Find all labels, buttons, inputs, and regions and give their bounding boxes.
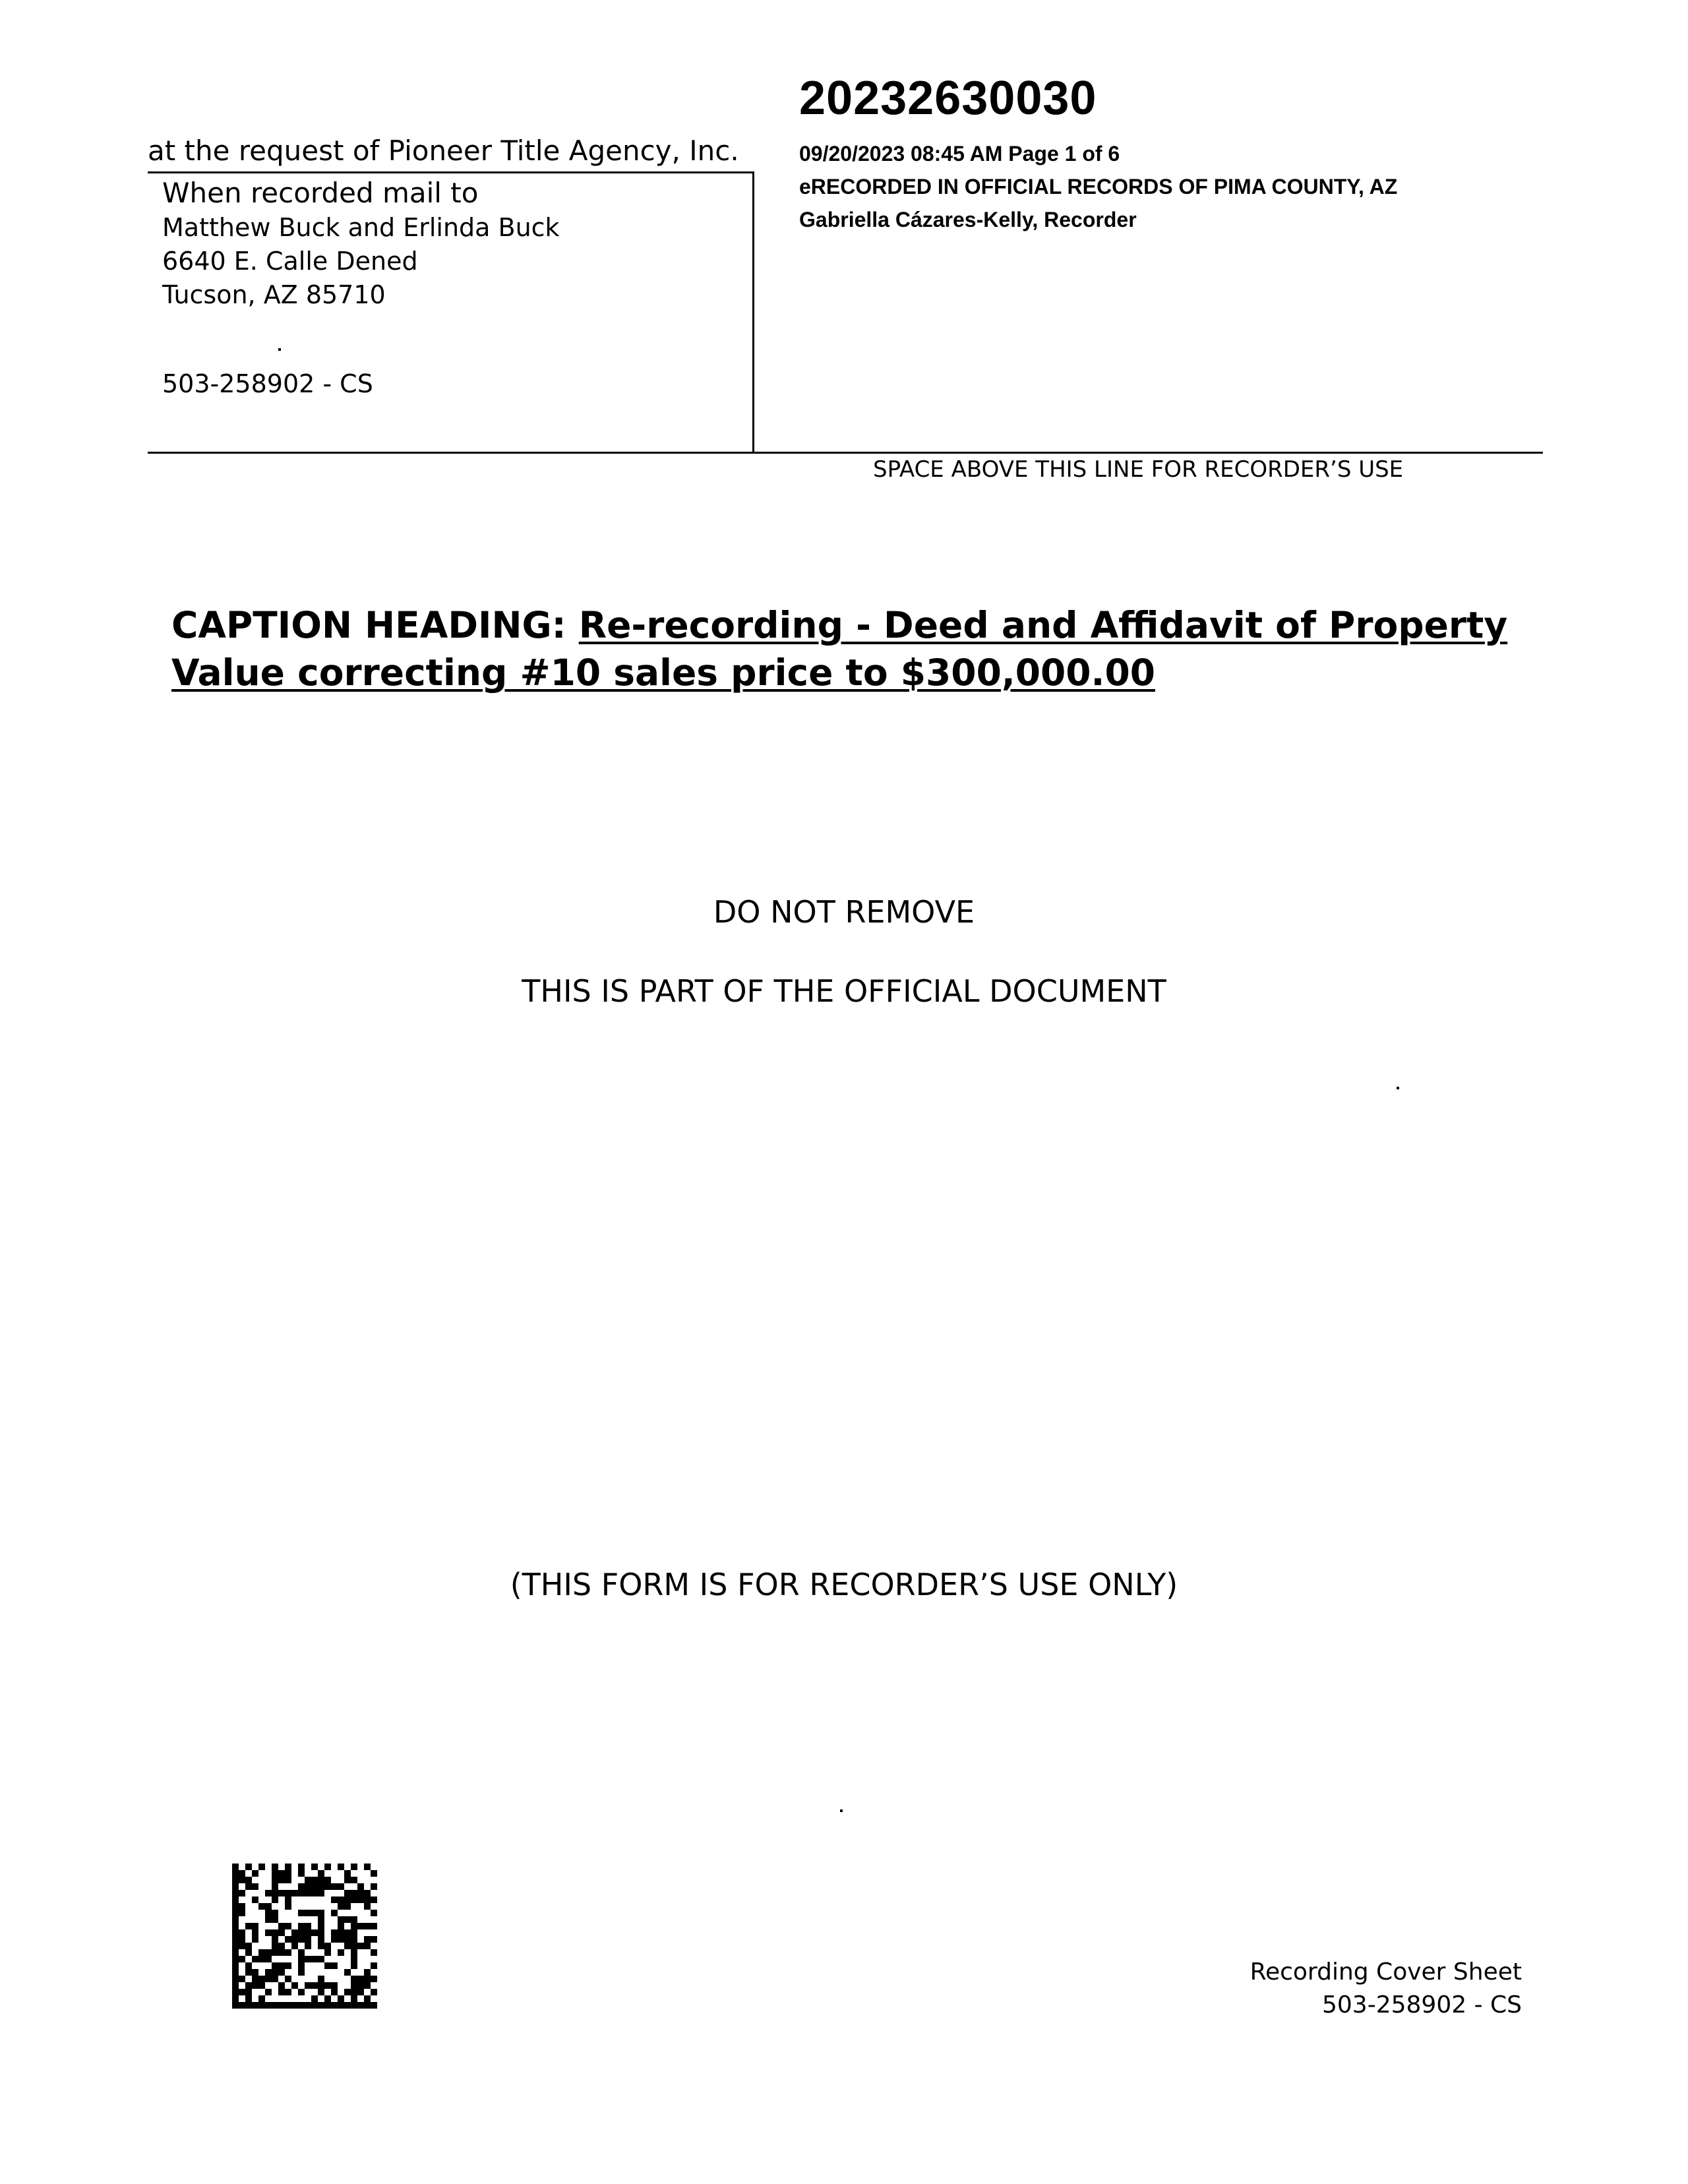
cover-sheet-title: Recording Cover Sheet bbox=[1250, 1958, 1522, 1986]
document-number: 20232630030 bbox=[799, 72, 1097, 125]
recorder-space-note: SPACE ABOVE THIS LINE FOR RECORDER’S USE bbox=[873, 456, 1404, 483]
mail-to-city: Tucson, AZ 85710 bbox=[162, 280, 386, 309]
datamatrix-barcode-icon bbox=[232, 1864, 377, 2009]
stray-mark bbox=[278, 348, 281, 351]
mail-to-street: 6640 E. Calle Dened bbox=[162, 247, 418, 276]
request-line: at the request of Pioneer Title Agency, Inc. bbox=[148, 135, 739, 167]
recorder-use-only-notice: (THIS FORM IS FOR RECORDER’S USE ONLY) bbox=[510, 1567, 1178, 1602]
cover-sheet-footer bbox=[1250, 1956, 1522, 2022]
cover-sheet-order-number: 503-258902 - CS bbox=[1322, 1991, 1522, 2018]
recording-stamp bbox=[799, 137, 1397, 236]
mail-to-name: Matthew Buck and Erlinda Buck bbox=[162, 213, 560, 242]
official-document-notice: THIS IS PART OF THE OFFICIAL DOCUMENT bbox=[522, 973, 1166, 1009]
erecorded-notice: eRECORDED IN OFFICIAL RECORDS OF PIMA COUNTY, AZ bbox=[799, 175, 1398, 198]
caption-text-line2: Value correcting #10 sales price to $300,000.00 bbox=[171, 652, 1155, 694]
stray-mark bbox=[1397, 1087, 1399, 1089]
mail-to-label: When recorded mail to bbox=[162, 177, 479, 209]
mail-to-address bbox=[162, 211, 560, 312]
recorder-name: Gabriella Cázares-Kelly, Recorder bbox=[799, 208, 1137, 231]
stray-mark bbox=[840, 1809, 843, 1812]
recording-timestamp: 09/20/2023 08:45 AM Page 1 of 6 bbox=[799, 142, 1120, 166]
mail-to-order-number: 503-258902 - CS bbox=[162, 369, 373, 398]
caption-text-line1: Re-recording - Deed and Affidavit of Property bbox=[578, 604, 1508, 646]
do-not-remove-notice: DO NOT REMOVE bbox=[713, 894, 975, 930]
recorder-divider-line bbox=[148, 452, 1543, 454]
caption-heading bbox=[171, 601, 1543, 696]
caption-label: CAPTION HEADING: bbox=[171, 604, 566, 646]
